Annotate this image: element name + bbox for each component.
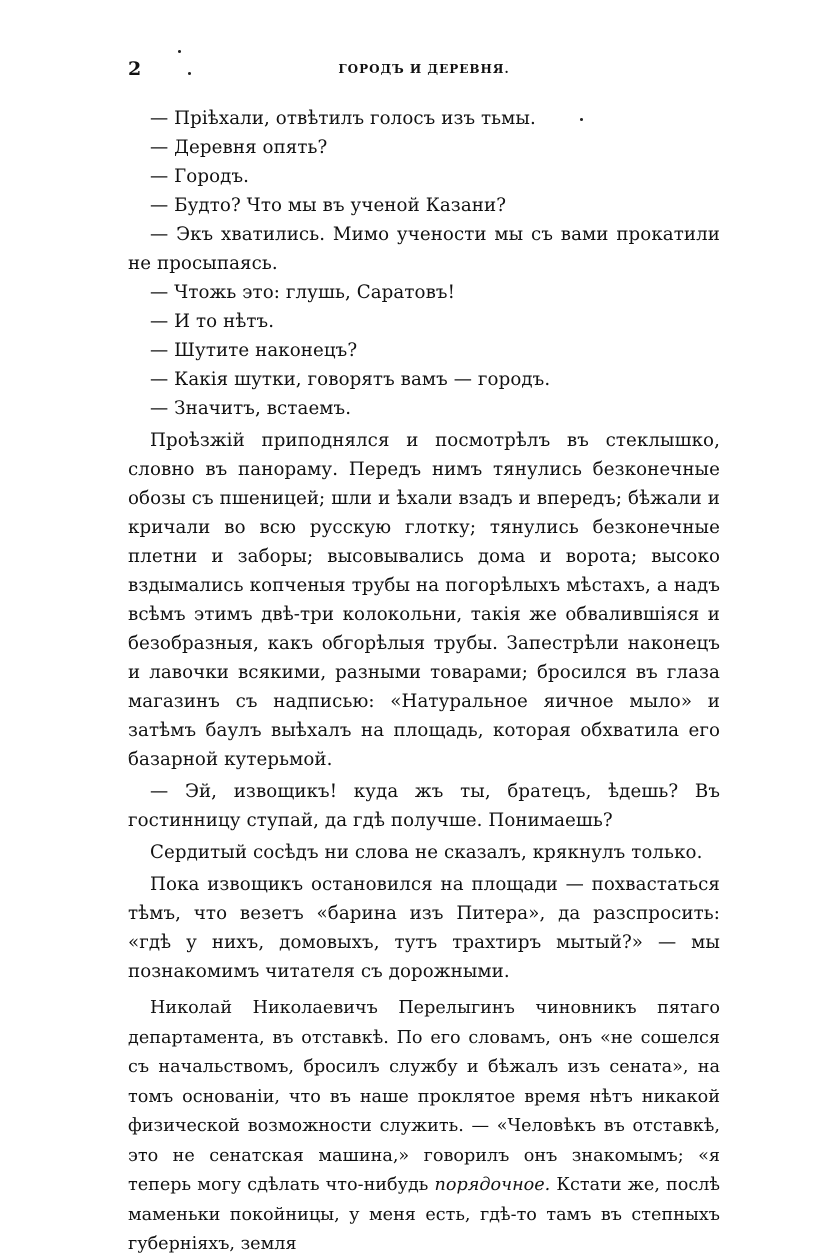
dialogue-line: — Чтожь это: глушь, Саратовъ! [150, 282, 455, 303]
dialogue-line: — Городъ. [150, 166, 250, 187]
dialogue-line: — Будто? Что мы въ ученой Казани? [150, 195, 507, 216]
dialogue-line: — И то нѣтъ. [150, 311, 275, 332]
page-header [128, 58, 720, 88]
running-head: ГОРОДЪ И ДЕРЕВНЯ. [338, 62, 510, 76]
narrative-paragraph: Проѣзжій приподнялся и посмотрѣлъ въ стеклышко, словно въ панораму. Передъ нимъ тянулись безконечные обозы съ пшеницей; шли и ѣхали взадъ и впередъ; бѣжали и кричали во всю русскую глотку; тянулись безконечные плетни и заборы; высовывались дома и ворота; высоко вздымались копченыя трубы на погорѣлыхъ мѣстахъ, а надъ всѣмъ этимъ двѣ-три колокольни, такія же обвалившіяся и безобразныя, какъ обгорѣлыя трубы. Запестрѣли наконецъ и лавочки всякими, разными товарами; бросился въ глаза магазинъ съ надписью: «Натуральное яичное мыло» и затѣмъ баулъ выѣхалъ на площадь, которая обхватила его базарной кутерьмой. [128, 430, 720, 770]
dialogue-line: — Экъ хватились. Мимо учености мы съ вами прокатили не просыпаясь. [128, 224, 720, 274]
dialogue-line: — Шутите наконецъ? [150, 340, 358, 361]
narrative-paragraph: Сердитый сосѣдъ ни слова не сказалъ, крякнулъ только. [150, 842, 703, 863]
dialogue-line: — Значитъ, встаемъ. [150, 398, 352, 419]
footnote [128, 994, 720, 1260]
footnote-text: Николай Николаевичъ Перелыгинъ чиновникъ пятаго департамента, въ отставкѣ. По его словамъ, онъ «не сошелся съ начальствомъ, бросилъ службу и бѣжалъ изъ сената», на томъ основаніи, что въ наше проклятое время нѣтъ никакой физической возможности служить. — «Человѣкъ въ отставкѣ, это не сенатская машина,» говорилъ онъ знакомымъ; «я теперь могу сдѣлать что-нибудь [128, 998, 720, 1195]
dialogue-line: — Какія шутки, говорятъ вамъ — городъ. [150, 369, 551, 390]
footnote-text-continued: Кстати же, послѣ маменьки покойницы, у меня есть, гдѣ-то тамъ въ степныхъ губерніяхъ, земля [128, 1175, 721, 1254]
scan-speck [188, 72, 191, 75]
body-text [128, 104, 720, 1260]
footnote-emphasis: порядочное. [434, 1175, 551, 1195]
dialogue-line: — Пріѣхали, отвѣтилъ голосъ изъ тьмы. [150, 108, 536, 129]
dialogue-line: — Эй, извощикъ! куда жъ ты, братецъ, ѣдешь? Въ гостинницу ступай, да гдѣ получше. Понимаешь? [128, 781, 720, 831]
dialogue-line: — Деревня опять? [150, 137, 328, 158]
narrative-paragraph: Пока извощикъ остановился на площади — похвастаться тѣмъ, что везетъ «барина изъ Питера», да разспросить: «гдѣ у нихъ, домовыхъ, тутъ трахтиръ мытый?» — мы познакомимъ читателя съ дорожными. [128, 874, 720, 982]
scan-speck [178, 50, 181, 53]
page-number: 2 [128, 58, 142, 80]
